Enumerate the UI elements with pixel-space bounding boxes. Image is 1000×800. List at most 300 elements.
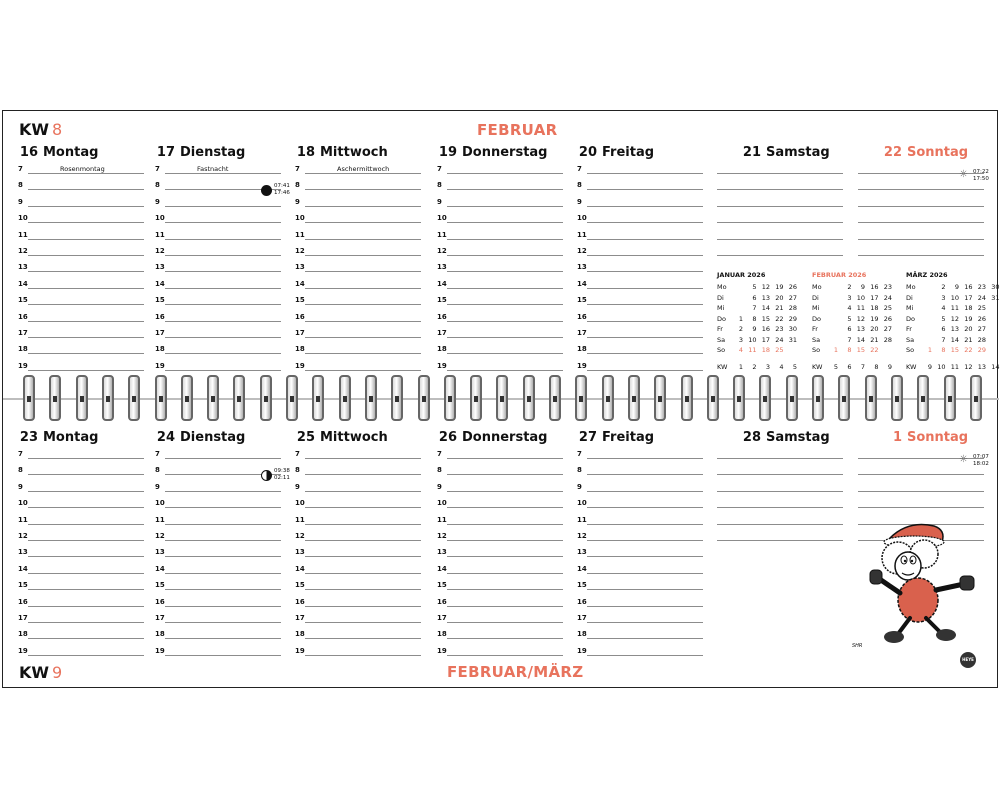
hour-label: 7 (155, 450, 160, 458)
writing-line[interactable] (587, 304, 703, 305)
writing-line[interactable] (447, 507, 563, 508)
writing-line[interactable] (165, 321, 281, 322)
writing-line[interactable] (305, 222, 421, 223)
writing-line[interactable] (165, 337, 281, 338)
writing-line[interactable] (305, 337, 421, 338)
calendar-day: 1 (833, 346, 838, 354)
writing-line[interactable] (858, 206, 984, 207)
hour-label: 16 (577, 597, 587, 606)
day-number: 16 (19, 145, 38, 160)
writing-line[interactable] (587, 173, 703, 174)
writing-line[interactable] (28, 507, 144, 508)
day-header (741, 430, 830, 445)
writing-line[interactable] (305, 288, 421, 289)
writing-line[interactable] (28, 540, 144, 541)
writing-line[interactable] (587, 288, 703, 289)
writing-line[interactable] (28, 638, 144, 639)
writing-line[interactable] (28, 337, 144, 338)
writing-line[interactable] (587, 540, 703, 541)
writing-line[interactable] (447, 606, 563, 607)
writing-line[interactable] (165, 606, 281, 607)
weekday-label: Sa (906, 335, 915, 344)
binding-ring (970, 375, 982, 421)
writing-line[interactable] (587, 655, 703, 656)
writing-line[interactable] (717, 206, 843, 207)
writing-line[interactable] (858, 507, 984, 508)
writing-line[interactable] (858, 222, 984, 223)
writing-line[interactable] (28, 173, 144, 174)
calendar-day: 15 (950, 346, 959, 354)
calendar-day: 6 (847, 325, 852, 333)
writing-line[interactable] (165, 491, 281, 492)
writing-line[interactable] (28, 556, 144, 557)
hour-label: 17 (437, 614, 447, 622)
kw-label: KW (812, 362, 823, 371)
writing-line[interactable] (28, 206, 144, 207)
writing-line[interactable] (305, 353, 421, 354)
calendar-day: 12 (761, 283, 770, 291)
writing-line[interactable] (305, 655, 421, 656)
writing-line[interactable] (587, 622, 703, 623)
hour-label: 15 (155, 296, 165, 305)
hour-label: 10 (18, 214, 28, 223)
hour-label: 11 (437, 515, 447, 524)
writing-line[interactable] (28, 239, 144, 240)
writing-line[interactable] (717, 173, 843, 174)
writing-line[interactable] (447, 524, 563, 525)
hour-label: 19 (155, 646, 165, 655)
hour-label: 16 (437, 312, 447, 321)
writing-line[interactable] (587, 271, 703, 272)
writing-line[interactable] (587, 606, 703, 607)
writing-line[interactable] (587, 189, 703, 190)
binding-ring (733, 375, 745, 421)
writing-line[interactable] (165, 239, 281, 240)
writing-line[interactable] (447, 540, 563, 541)
calendar-day: 25 (775, 346, 784, 354)
writing-line[interactable] (28, 353, 144, 354)
writing-line[interactable] (165, 573, 281, 574)
writing-line[interactable] (858, 491, 984, 492)
hour-label: 19 (437, 361, 447, 370)
day-number: 21 (742, 145, 761, 160)
calendar-day: 10 (748, 335, 757, 344)
day-number: 25 (296, 430, 315, 445)
hour-label: 12 (155, 532, 165, 540)
writing-line[interactable] (305, 239, 421, 240)
hour-label: 8 (295, 466, 300, 475)
writing-line[interactable] (165, 589, 281, 590)
hour-label: 9 (577, 197, 582, 206)
writing-line[interactable] (717, 540, 843, 541)
writing-line[interactable] (305, 173, 421, 174)
writing-line[interactable] (305, 271, 421, 272)
writing-line[interactable] (305, 638, 421, 639)
writing-line[interactable] (447, 458, 563, 459)
calendar-day: 5 (752, 283, 757, 291)
writing-line[interactable] (717, 255, 843, 256)
moonrise-time: 07:41 (274, 183, 290, 189)
writing-line[interactable] (587, 222, 703, 223)
day-number: 24 (156, 430, 175, 445)
writing-line[interactable] (28, 370, 144, 371)
hour-label: 7 (437, 165, 442, 173)
hour-label: 19 (155, 361, 165, 370)
hour-label: 10 (295, 214, 305, 223)
writing-line[interactable] (858, 239, 984, 240)
writing-line[interactable] (28, 606, 144, 607)
calendar-week-number: 7 (860, 362, 865, 371)
hour-label: 8 (577, 466, 582, 475)
calendar-week-number: 12 (964, 362, 973, 371)
hour-label: 15 (437, 296, 447, 305)
hour-label: 18 (577, 345, 587, 354)
hour-label: 15 (18, 296, 28, 305)
writing-line[interactable] (165, 458, 281, 459)
hour-label: 11 (155, 515, 165, 524)
hour-label: 17 (577, 329, 587, 337)
writing-line[interactable] (28, 491, 144, 492)
binding-ring (865, 375, 877, 421)
day-header (18, 145, 98, 160)
writing-line[interactable] (28, 655, 144, 656)
binding-ring (891, 375, 903, 421)
hour-label: 7 (18, 450, 23, 458)
writing-line[interactable] (717, 474, 843, 475)
binding-ring (628, 375, 640, 421)
binding-ring (181, 375, 193, 421)
calendar-day: 28 (883, 335, 892, 344)
day-number: 17 (156, 145, 175, 160)
hour-label: 19 (18, 646, 28, 655)
writing-line[interactable] (305, 458, 421, 459)
day-header (295, 145, 388, 160)
writing-line[interactable] (165, 655, 281, 656)
day-name: Samstag (766, 430, 830, 445)
writing-line[interactable] (717, 458, 843, 459)
writing-line[interactable] (447, 474, 563, 475)
writing-line[interactable] (305, 321, 421, 322)
writing-line[interactable] (305, 370, 421, 371)
calendar-day: 13 (856, 325, 865, 333)
sheep-illustration (868, 518, 988, 648)
writing-line[interactable] (447, 491, 563, 492)
writing-line[interactable] (305, 255, 421, 256)
binding-ring (365, 375, 377, 421)
week-label: KW (19, 663, 50, 682)
day-header (437, 430, 548, 445)
writing-line[interactable] (587, 206, 703, 207)
writing-line[interactable] (305, 491, 421, 492)
binding-ring (838, 375, 850, 421)
calendar-week-number: 2 (752, 362, 757, 371)
writing-line[interactable] (587, 255, 703, 256)
day-header (882, 145, 968, 160)
binding-ring (602, 375, 614, 421)
hour-label: 17 (155, 329, 165, 337)
hour-label: 14 (437, 279, 447, 288)
binding-ring (812, 375, 824, 421)
hour-label: 14 (155, 279, 165, 288)
hour-label: 18 (295, 630, 305, 639)
writing-line[interactable] (447, 271, 563, 272)
calendar-day: 3 (941, 293, 946, 302)
hour-label: 13 (577, 263, 587, 272)
weekday-label: Sa (717, 335, 726, 344)
calendar-day: 29 (977, 346, 986, 354)
writing-line[interactable] (717, 524, 843, 525)
mini-calendar (906, 271, 998, 376)
sun-times (973, 169, 989, 182)
writing-line[interactable] (28, 474, 144, 475)
writing-line[interactable] (165, 353, 281, 354)
sunrise-time: 07:07 (973, 454, 989, 460)
writing-line[interactable] (28, 304, 144, 305)
hour-label: 13 (18, 548, 28, 557)
writing-line[interactable] (587, 524, 703, 525)
writing-line[interactable] (28, 458, 144, 459)
writing-line[interactable] (165, 206, 281, 207)
hour-label: 8 (18, 466, 23, 475)
writing-line[interactable] (587, 337, 703, 338)
writing-line[interactable] (28, 524, 144, 525)
writing-line[interactable] (447, 589, 563, 590)
hour-label: 19 (18, 361, 28, 370)
writing-line[interactable] (305, 474, 421, 475)
spiral-binding (3, 374, 999, 424)
binding-ring (470, 375, 482, 421)
writing-line[interactable] (447, 206, 563, 207)
kw-label: KW (717, 362, 728, 371)
writing-line[interactable] (28, 573, 144, 574)
calendar-day: 7 (847, 335, 852, 344)
calendar-day: 19 (870, 314, 879, 323)
writing-line[interactable] (165, 370, 281, 371)
calendar-day: 1 (927, 346, 932, 354)
hour-label: 16 (155, 597, 165, 606)
writing-line[interactable] (28, 622, 144, 623)
calendar-day: 13 (950, 325, 959, 333)
hour-label: 13 (437, 548, 447, 557)
hour-label: 10 (437, 214, 447, 223)
writing-line[interactable] (447, 304, 563, 305)
writing-line[interactable] (447, 655, 563, 656)
writing-line[interactable] (305, 622, 421, 623)
binding-ring (339, 375, 351, 421)
writing-line[interactable] (305, 606, 421, 607)
calendar-day: 4 (847, 304, 852, 312)
hour-label: 13 (18, 263, 28, 272)
writing-line[interactable] (305, 206, 421, 207)
writing-line[interactable] (165, 507, 281, 508)
writing-line[interactable] (447, 288, 563, 289)
writing-line[interactable] (28, 321, 144, 322)
writing-line[interactable] (587, 638, 703, 639)
writing-line[interactable] (165, 173, 281, 174)
writing-line[interactable] (447, 222, 563, 223)
writing-line[interactable] (587, 370, 703, 371)
writing-line[interactable] (447, 189, 563, 190)
sun-icon: ☼ (959, 169, 968, 180)
writing-line[interactable] (165, 524, 281, 525)
writing-line[interactable] (717, 189, 843, 190)
writing-line[interactable] (165, 271, 281, 272)
calendar-day: 19 (775, 283, 784, 291)
writing-line[interactable] (717, 239, 843, 240)
writing-line[interactable] (165, 304, 281, 305)
writing-line[interactable] (305, 573, 421, 574)
hour-label: 18 (437, 345, 447, 354)
hour-label: 11 (295, 230, 305, 239)
hour-label: 19 (295, 646, 305, 655)
writing-line[interactable] (587, 589, 703, 590)
calendar-day: 5 (941, 314, 946, 323)
hour-label: 10 (155, 214, 165, 223)
writing-line[interactable] (305, 524, 421, 525)
writing-line[interactable] (305, 507, 421, 508)
calendar-week-number: 10 (937, 362, 946, 371)
hour-label: 14 (18, 279, 28, 288)
writing-line[interactable] (587, 239, 703, 240)
writing-line[interactable] (28, 222, 144, 223)
calendar-day: 23 (977, 283, 986, 291)
hour-label: 18 (155, 345, 165, 354)
writing-line[interactable] (587, 353, 703, 354)
writing-line[interactable] (587, 573, 703, 574)
hour-label: 16 (295, 312, 305, 321)
writing-line[interactable] (28, 271, 144, 272)
writing-line[interactable] (447, 255, 563, 256)
weekday-label: Do (906, 314, 915, 323)
calendar-day: 11 (748, 346, 757, 354)
calendar-day: 25 (883, 304, 892, 312)
writing-line[interactable] (305, 304, 421, 305)
writing-line[interactable] (717, 507, 843, 508)
writing-line[interactable] (447, 573, 563, 574)
writing-line[interactable] (447, 353, 563, 354)
binding-ring (391, 375, 403, 421)
writing-line[interactable] (587, 507, 703, 508)
hour-label: 9 (295, 482, 300, 491)
hour-label: 15 (295, 296, 305, 305)
day-name: Mittwoch (320, 145, 388, 160)
sunset-time: 17:50 (973, 175, 989, 182)
hour-label: 7 (18, 165, 23, 173)
calendar-week-number: 9 (887, 362, 892, 371)
writing-line[interactable] (305, 556, 421, 557)
hour-label: 19 (437, 646, 447, 655)
writing-line[interactable] (447, 622, 563, 623)
calendar-day: 20 (775, 293, 784, 302)
binding-ring (128, 375, 140, 421)
weekday-label: Di (906, 293, 913, 302)
calendar-day: 22 (964, 346, 973, 354)
writing-line[interactable] (447, 556, 563, 557)
holiday-label: Fastnacht (197, 165, 229, 173)
calendar-day: 17 (870, 293, 879, 302)
hour-label: 17 (18, 329, 28, 337)
writing-line[interactable] (587, 458, 703, 459)
calendar-day: 18 (870, 304, 879, 312)
calendar-day: 18 (964, 304, 973, 312)
moonset-time: 02:11 (274, 474, 290, 481)
hour-label: 12 (437, 532, 447, 540)
calendar-day: 24 (775, 335, 784, 344)
writing-line[interactable] (717, 222, 843, 223)
hour-label: 15 (18, 581, 28, 590)
writing-line[interactable] (28, 255, 144, 256)
hour-label: 12 (295, 247, 305, 255)
writing-line[interactable] (165, 255, 281, 256)
weekday-label: Di (717, 293, 724, 302)
writing-line[interactable] (447, 370, 563, 371)
hour-label: 11 (577, 515, 587, 524)
hour-label: 15 (155, 581, 165, 590)
binding-ring (260, 375, 272, 421)
writing-line[interactable] (587, 474, 703, 475)
binding-ring (49, 375, 61, 421)
writing-line[interactable] (165, 638, 281, 639)
calendar-day: 17 (964, 293, 973, 302)
writing-line[interactable] (165, 556, 281, 557)
hour-label: 10 (577, 499, 587, 508)
writing-line[interactable] (28, 288, 144, 289)
writing-line[interactable] (28, 589, 144, 590)
writing-line[interactable] (165, 222, 281, 223)
weekday-label: Fr (906, 325, 912, 333)
day-number: 22 (883, 145, 902, 160)
writing-line[interactable] (165, 288, 281, 289)
writing-line[interactable] (587, 491, 703, 492)
calendar-day: 8 (847, 346, 852, 354)
writing-line[interactable] (858, 255, 984, 256)
writing-line[interactable] (858, 474, 984, 475)
writing-line[interactable] (165, 540, 281, 541)
writing-line[interactable] (587, 556, 703, 557)
writing-line[interactable] (447, 638, 563, 639)
writing-line[interactable] (305, 540, 421, 541)
moonset-time: 17:46 (274, 189, 290, 196)
writing-line[interactable] (447, 321, 563, 322)
writing-line[interactable] (447, 173, 563, 174)
hour-label: 10 (18, 499, 28, 508)
calendar-day: 9 (752, 325, 757, 333)
weekly-planner-spread (2, 110, 998, 688)
binding-ring (681, 375, 693, 421)
writing-line[interactable] (587, 321, 703, 322)
writing-line[interactable] (28, 189, 144, 190)
calendar-day: 30 (788, 325, 797, 333)
writing-line[interactable] (305, 589, 421, 590)
weekday-label: Di (812, 293, 819, 302)
writing-line[interactable] (447, 239, 563, 240)
week-number: 9 (52, 663, 63, 682)
hour-label: 18 (18, 345, 28, 354)
calendar-week-number: 6 (847, 362, 852, 371)
hour-label: 9 (155, 197, 160, 206)
writing-line[interactable] (717, 491, 843, 492)
writing-line[interactable] (858, 189, 984, 190)
hour-label: 8 (18, 181, 23, 190)
writing-line[interactable] (447, 337, 563, 338)
hour-label: 9 (18, 482, 23, 491)
hour-label: 14 (437, 564, 447, 573)
calendar-day: 11 (950, 304, 959, 312)
writing-line[interactable] (165, 622, 281, 623)
calendar-day: 10 (856, 293, 865, 302)
writing-line[interactable] (305, 189, 421, 190)
hour-label: 16 (18, 597, 28, 606)
